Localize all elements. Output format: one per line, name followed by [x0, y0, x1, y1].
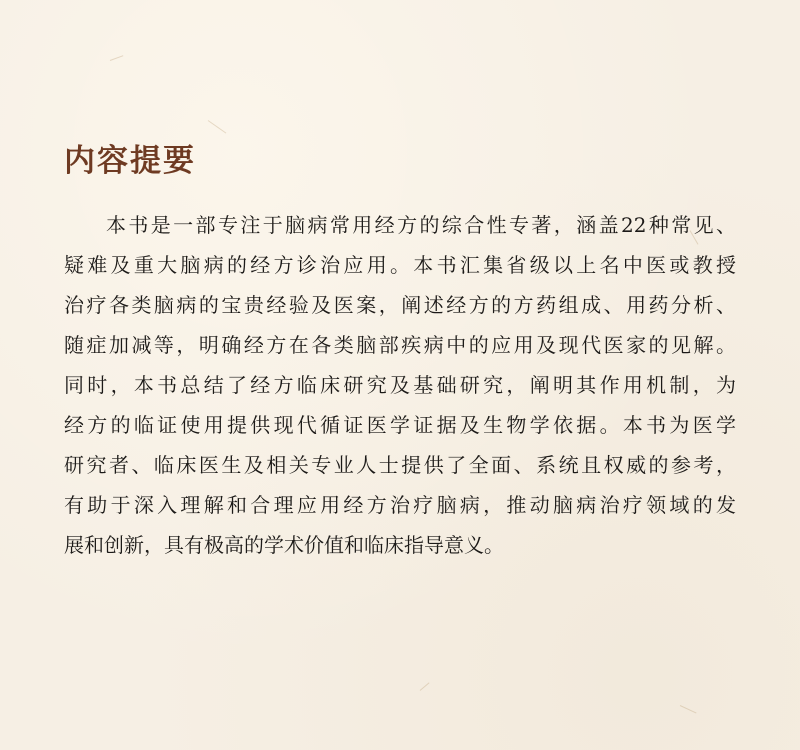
summary-paragraph [64, 205, 736, 565]
paper-fiber [680, 705, 697, 714]
summary-line: 疑难及重大脑病的经方诊治应用。本书汇集省级以上名中医或教授 [64, 253, 736, 277]
summary-line: 展和创新，具有极高的学术价值和临床指导意义。 [64, 533, 504, 557]
summary-line: 有助于深入理解和合理应用经方治疗脑病，推动脑病治疗领域的发 [64, 493, 736, 517]
summary-line: 本书是一部专注于脑病常用经方的综合性专著，涵盖22种常见、 [106, 213, 736, 237]
summary-line: 治疗各类脑病的宝贵经验及医案，阐述经方的方药组成、用药分析、 [64, 293, 736, 317]
paper-fiber [420, 682, 430, 690]
summary-line: 研究者、临床医生及相关专业人士提供了全面、系统且权威的参考， [64, 453, 736, 477]
summary-line: 经方的临证使用提供现代循证医学证据及生物学依据。本书为医学 [64, 413, 736, 437]
summary-line: 随症加减等，明确经方在各类脑部疾病中的应用及现代医家的见解。 [64, 333, 736, 357]
section-title: 内容提要 [64, 142, 196, 179]
paper-fiber [110, 55, 123, 61]
paper-fiber [208, 120, 227, 133]
summary-line: 同时，本书总结了经方临床研究及基础研究，阐明其作用机制，为 [64, 373, 736, 397]
